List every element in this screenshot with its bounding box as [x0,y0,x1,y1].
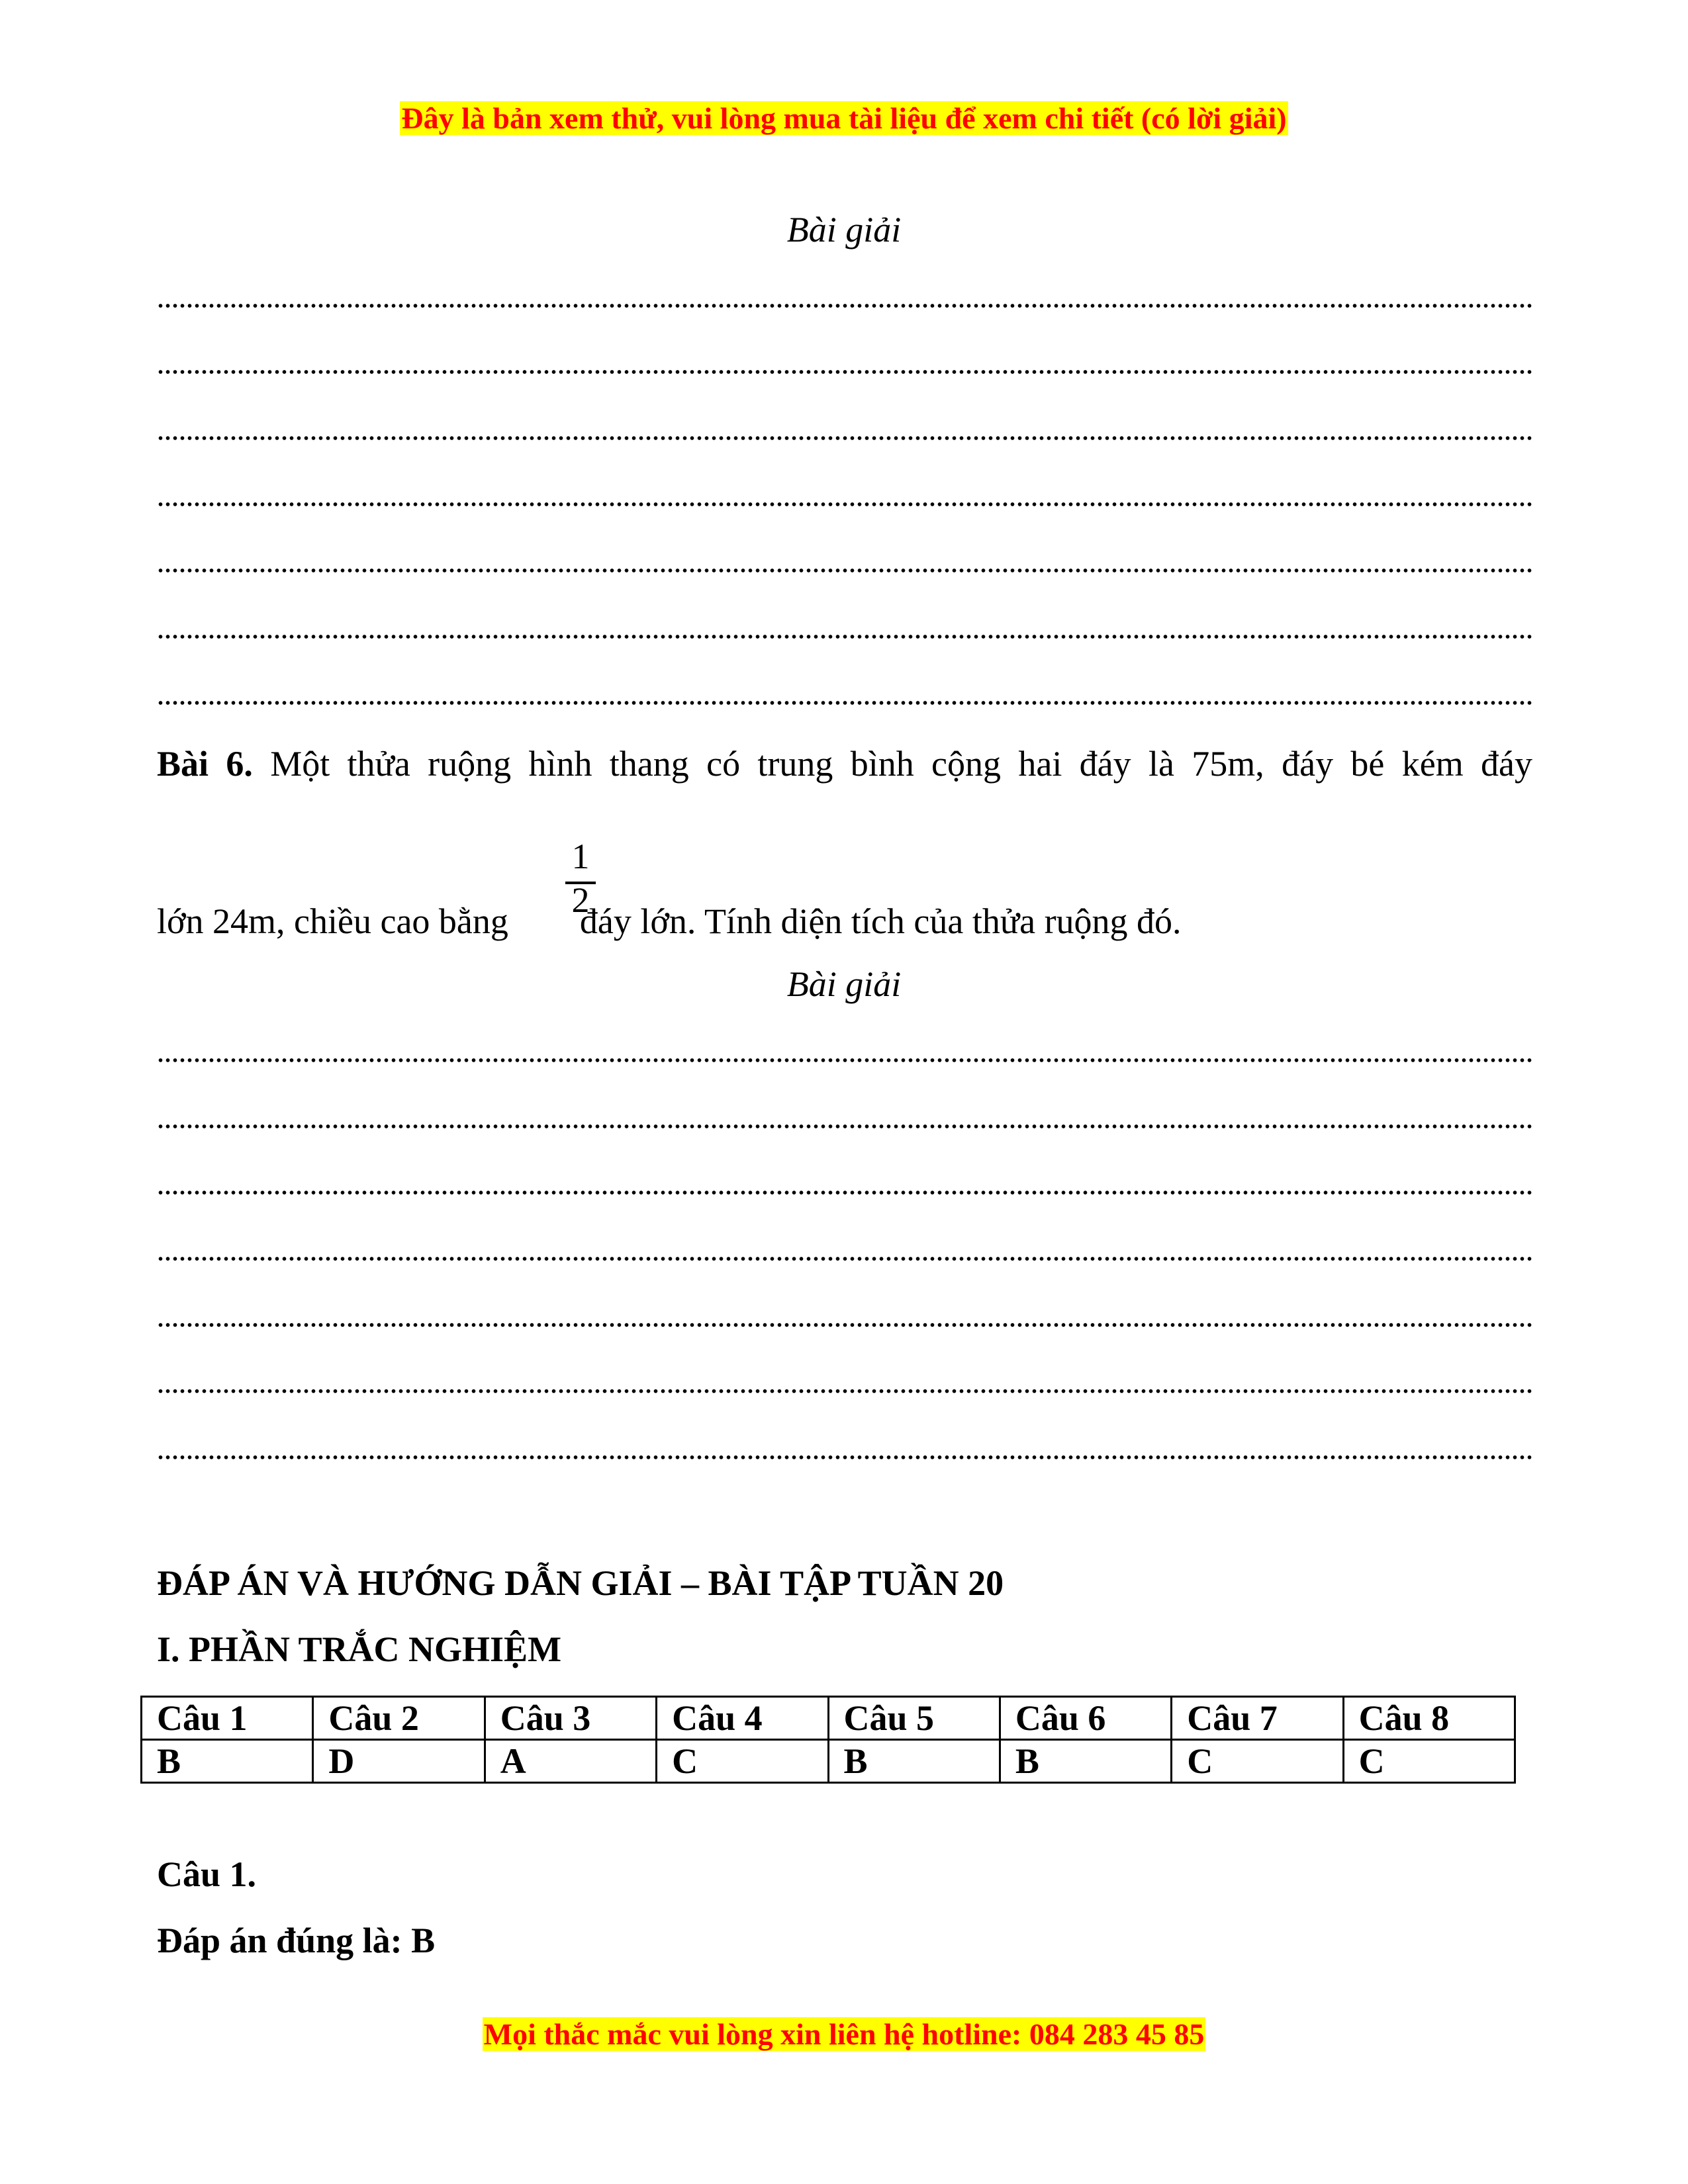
answer-line-9 [157,1124,1532,1129]
answer-line-3 [157,435,1532,441]
fraction-denominator: 2 [571,880,590,920]
answer-line-14 [157,1455,1532,1460]
answer-cell: A [485,1740,656,1783]
header-cell: Câu 4 [657,1697,828,1740]
answer-line-13 [157,1388,1532,1394]
question-1-answer: Đáp án đúng là: B [157,1921,436,1960]
answer-line-5 [157,568,1532,573]
problem-6-text-2a: lớn 24m, chiều cao bằng [157,901,508,941]
header-cell: Câu 6 [1000,1697,1171,1740]
solution-heading-1: Bài giải [786,210,902,250]
problem-6-line-2 [157,900,1532,942]
answer-cell: B [142,1740,313,1783]
bottom-banner [0,2015,1688,2054]
problem-6-text-2b: đáy lớn. Tính diện tích của thửa ruộng đó. [579,901,1182,941]
header-cell: Câu 3 [485,1697,656,1740]
answer-cell: C [1343,1740,1515,1783]
answer-title: ĐÁP ÁN VÀ HƯỚNG DẪN GIẢI – BÀI TẬP TUẦN 20 [157,1563,1004,1603]
answer-line-7 [157,700,1532,705]
section-title: I. PHẦN TRẮC NGHIỆM [157,1629,562,1669]
answer-line-8 [157,1058,1532,1063]
header-cell: Câu 1 [142,1697,313,1740]
problem-6-text-1: Một thửa ruộng hình thang có trung bình cộng hai đáy là 75m, đáy bé kém đáy [270,744,1532,784]
question-1-label: Câu 1. [157,1854,257,1894]
answer-line-6 [157,634,1532,639]
answer-cell: C [657,1740,828,1783]
answer-cell: C [1172,1740,1343,1783]
answer-line-2 [157,369,1532,375]
answer-line-1 [157,303,1532,308]
header-cell: Câu 2 [313,1697,485,1740]
top-banner-text: Đây là bản xem thử, vui lòng mua tài liệu để xem chi tiết (có lời giải) [401,101,1287,135]
answer-line-4 [157,502,1532,507]
solution-heading-2: Bài giải [786,964,902,1004]
fraction-numerator: 1 [571,837,590,876]
top-banner [0,99,1688,138]
problem-6-line-1 [157,743,1532,785]
answer-line-11 [157,1256,1532,1261]
answer-table-header-row [142,1697,1515,1740]
header-cell: Câu 5 [828,1697,1000,1740]
problem-6-label: Bài 6. [157,744,253,784]
bottom-banner-text: Mọi thắc mắc vui lòng xin liên hệ hotline: 084 283 45 85 [483,2017,1205,2051]
header-cell: Câu 8 [1343,1697,1515,1740]
answer-table-answer-row [142,1740,1515,1783]
answer-line-12 [157,1322,1532,1328]
answer-cell: B [828,1740,1000,1783]
answer-table [140,1696,1516,1784]
answer-line-10 [157,1190,1532,1195]
answer-cell: B [1000,1740,1171,1783]
answer-cell: D [313,1740,485,1783]
header-cell: Câu 7 [1172,1697,1343,1740]
